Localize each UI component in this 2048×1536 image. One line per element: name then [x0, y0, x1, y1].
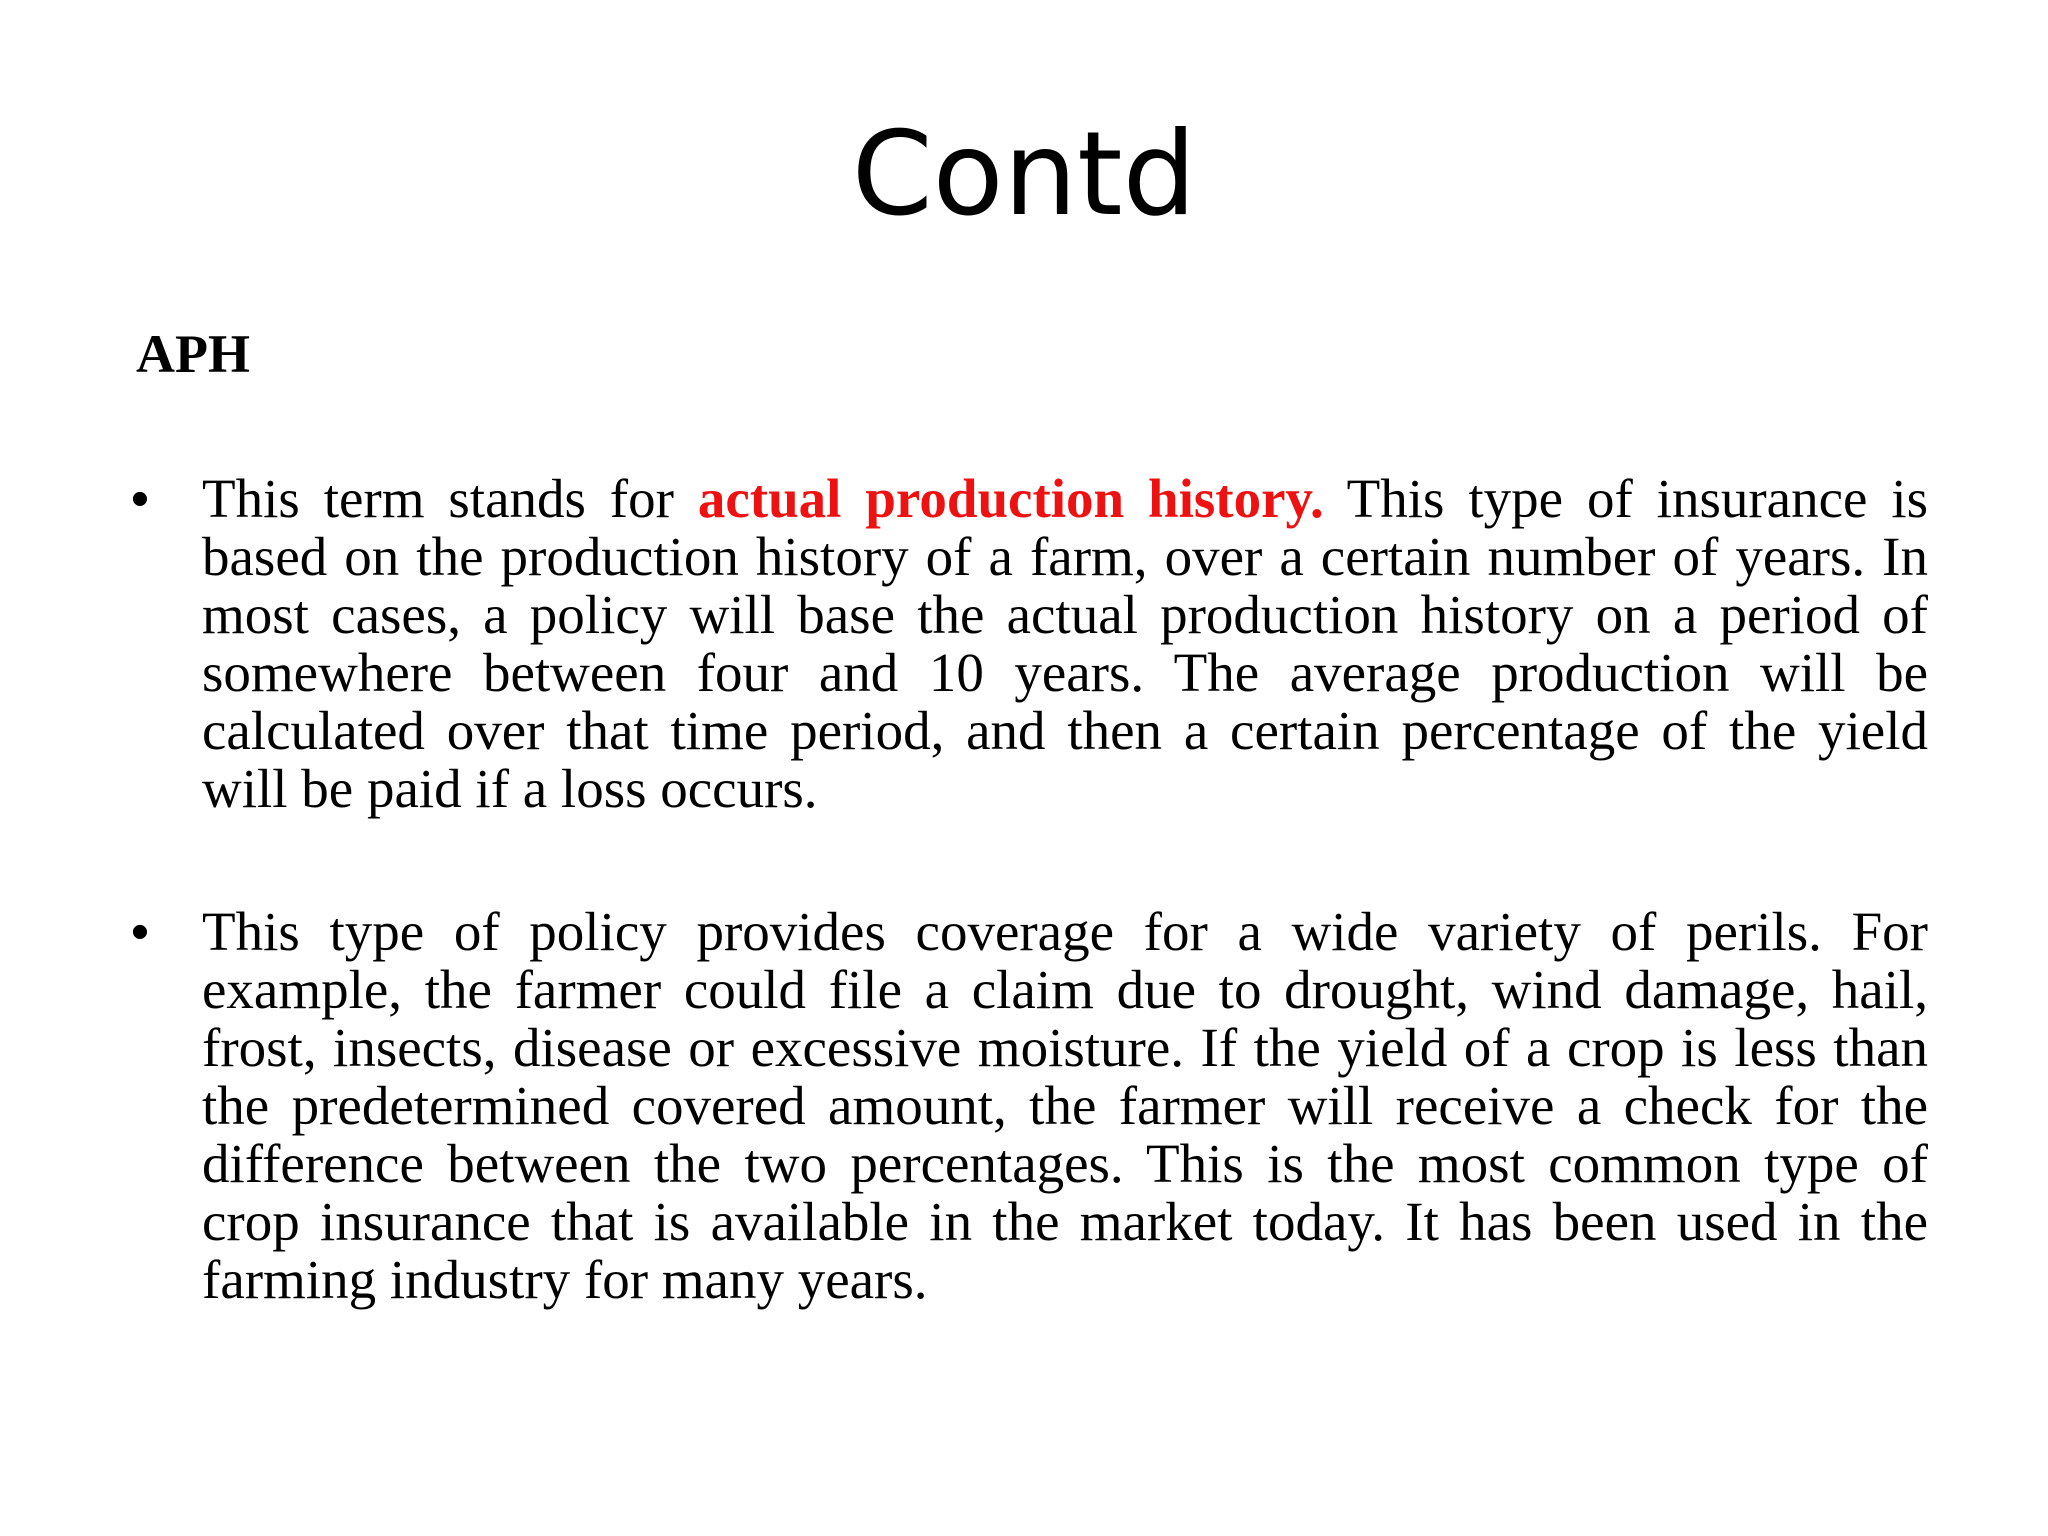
slide-title: Contd: [851, 107, 1197, 242]
bullet-text: This type of policy provides coverage for a wide variety of perils. For example, the farmer could file a claim due to drought, wind damage, hail, frost, insects, disease or excessive moisture. If the yield of a crop is less than the predetermined covered amount, the farmer will receive a check for the difference between the two percentages. This is the most common type of crop insurance that is available in the market today. It has been used in the farming industry for many years.: [202, 901, 1928, 1310]
bullet-item-aph-definition: [120, 470, 1928, 818]
bullet-list: [120, 470, 1928, 1309]
highlighted-term: actual production history.: [697, 468, 1324, 529]
bullet-icon: •: [130, 470, 150, 528]
bullet-item-coverage: [120, 903, 1928, 1309]
section-subheading: APH: [136, 324, 250, 384]
bullet-text-rest: This type of insurance is based on the production history of a farm, over a certain number of years. In most cases, a policy will base the actual production history on a period of somewhere between four and 10 years. The average production will be calculated over that time period, and then a certain percentage of the yield will be paid if a loss occurs.: [202, 468, 1929, 819]
bullet-icon: •: [130, 903, 150, 961]
bullet-text-intro: This term stands for: [202, 468, 698, 529]
